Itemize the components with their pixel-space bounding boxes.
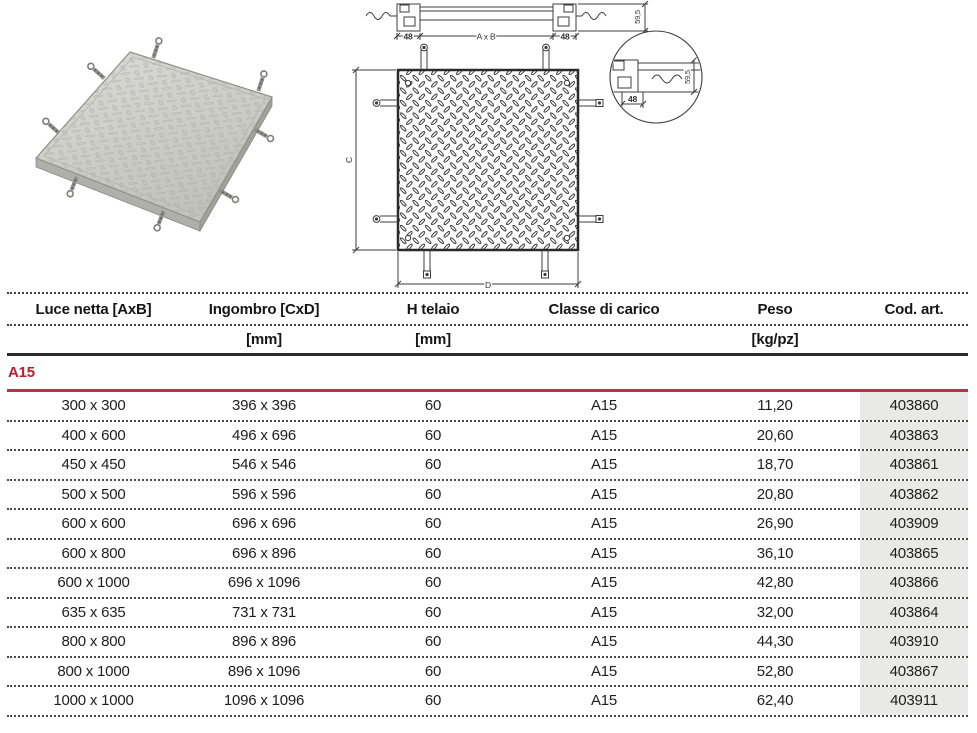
- header-h-telaio: H telaio: [406, 300, 460, 318]
- table-row: [7, 451, 968, 481]
- h-telaio-value: 60: [424, 544, 442, 562]
- ingombro-value: 496 x 696: [231, 426, 297, 444]
- plan-view: [352, 44, 603, 288]
- detail-dim-width: 48: [627, 94, 638, 104]
- ingombro-value: 546 x 546: [231, 456, 297, 474]
- classe-carico-value: A15: [590, 662, 618, 680]
- luce-netta-value: 800 x 800: [61, 633, 126, 651]
- cod-art-value: 403910: [860, 628, 968, 656]
- h-telaio-value: 60: [424, 692, 442, 710]
- h-telaio-value: 60: [424, 426, 442, 444]
- iso-handle: [150, 37, 162, 59]
- peso-value: 18,70: [756, 456, 794, 474]
- ingombro-value: 396 x 396: [231, 397, 297, 415]
- classe-carico-value: A15: [590, 633, 618, 651]
- table-row: [7, 510, 968, 540]
- ingombro-value: 596 x 596: [231, 485, 297, 503]
- luce-netta-value: 600 x 1000: [57, 574, 130, 592]
- plan-handle-top: [421, 44, 550, 70]
- table-row: [7, 599, 968, 629]
- peso-value: 52,80: [756, 662, 794, 680]
- cod-art-value: 403866: [860, 569, 968, 597]
- section-dim-right: 48: [560, 31, 570, 42]
- peso-value: 42,80: [756, 574, 794, 592]
- subheader-cod-art: [860, 326, 968, 353]
- ingombro-value: 896 x 896: [231, 633, 297, 651]
- peso-value: 32,00: [756, 603, 794, 621]
- header-ingombro: Ingombro [CxD]: [208, 300, 320, 318]
- plan-handle-left: [373, 100, 398, 223]
- iso-handle: [218, 188, 239, 204]
- subheader-luce-netta: [7, 326, 180, 353]
- peso-value: 62,40: [756, 692, 794, 710]
- header-luce-netta: Luce netta [AxB]: [35, 300, 152, 318]
- h-telaio-value: 60: [424, 485, 442, 503]
- section-dim-height: 59,5: [633, 10, 642, 24]
- luce-netta-value: 1000 x 1000: [53, 692, 134, 710]
- luce-netta-value: 600 x 800: [61, 544, 126, 562]
- iso-handle: [87, 62, 107, 81]
- plan-dim-height: C: [344, 157, 354, 163]
- luce-netta-value: 800 x 1000: [57, 662, 130, 680]
- table-row: [7, 392, 968, 422]
- peso-value: 26,90: [756, 515, 794, 533]
- ingombro-value: 731 x 731: [231, 603, 297, 621]
- peso-value: 20,80: [756, 485, 794, 503]
- iso-handle: [255, 70, 267, 92]
- technical-drawings: [0, 0, 977, 292]
- section-dim-span: A x B: [476, 31, 496, 42]
- table-row: [7, 569, 968, 599]
- detail-dim-height: 59,5: [683, 70, 692, 84]
- subheader-classe: [518, 326, 690, 353]
- cod-art-value: 403860: [860, 392, 968, 420]
- subheader-h-telaio-unit: [mm]: [415, 331, 451, 348]
- header-peso: Peso: [757, 300, 793, 318]
- table-row: [7, 422, 968, 452]
- h-telaio-value: 60: [424, 456, 442, 474]
- peso-value: 36,10: [756, 544, 794, 562]
- ingombro-value: 1096 x 1096: [223, 692, 305, 710]
- classe-carico-value: A15: [590, 603, 618, 621]
- ingombro-value: 896 x 1096: [227, 662, 301, 680]
- ingombro-value: 696 x 696: [231, 515, 297, 533]
- classe-carico-value: A15: [590, 485, 618, 503]
- subheader-peso-unit: [kg/pz]: [751, 331, 799, 348]
- classe-carico-value: A15: [590, 692, 618, 710]
- luce-netta-value: 600 x 600: [61, 515, 126, 533]
- ingombro-value: 696 x 896: [231, 544, 297, 562]
- load-class-label: A15: [8, 364, 35, 381]
- classe-carico-value: A15: [590, 515, 618, 533]
- subheader-ingombro-unit: [mm]: [246, 331, 282, 348]
- h-telaio-value: 60: [424, 397, 442, 415]
- load-class-row: [7, 356, 968, 392]
- luce-netta-value: 635 x 635: [61, 603, 126, 621]
- plan-dim-width: D: [485, 280, 491, 290]
- cod-art-value: 403861: [860, 451, 968, 479]
- isometric-view: [36, 37, 275, 231]
- cod-art-value: 403867: [860, 658, 968, 686]
- ingombro-value: 696 x 1096: [227, 574, 301, 592]
- classe-carico-value: A15: [590, 397, 618, 415]
- table-row: [7, 481, 968, 511]
- header-cod-art: Cod. art.: [884, 300, 944, 318]
- table-subheader-row: [7, 326, 968, 356]
- peso-value: 20,60: [756, 426, 794, 444]
- cod-art-value: 403863: [860, 422, 968, 450]
- table-row: [7, 687, 968, 717]
- luce-netta-value: 450 x 450: [61, 456, 126, 474]
- cod-art-value: 403864: [860, 599, 968, 627]
- h-telaio-value: 60: [424, 515, 442, 533]
- h-telaio-value: 60: [424, 603, 442, 621]
- table-row: [7, 658, 968, 688]
- luce-netta-value: 400 x 600: [61, 426, 126, 444]
- h-telaio-value: 60: [424, 662, 442, 680]
- plan-handle-bottom: [424, 250, 549, 278]
- h-telaio-value: 60: [424, 574, 442, 592]
- plan-handle-right: [578, 100, 603, 223]
- classe-carico-value: A15: [590, 544, 618, 562]
- table-row: [7, 628, 968, 658]
- header-classe-carico: Classe di carico: [548, 300, 660, 318]
- classe-carico-value: A15: [590, 456, 618, 474]
- section-dim-left: 48: [403, 31, 413, 42]
- cod-art-value: 403911: [860, 687, 968, 715]
- peso-value: 11,20: [757, 397, 793, 415]
- table-body: [7, 392, 968, 717]
- peso-value: 44,30: [756, 633, 794, 651]
- classe-carico-value: A15: [590, 574, 618, 592]
- luce-netta-value: 500 x 500: [61, 485, 126, 503]
- table-row: [7, 540, 968, 570]
- product-table: [7, 292, 968, 717]
- cod-art-value: 403865: [860, 540, 968, 568]
- luce-netta-value: 300 x 300: [61, 397, 126, 415]
- cod-art-value: 403862: [860, 481, 968, 509]
- classe-carico-value: A15: [590, 426, 618, 444]
- cod-art-value: 403909: [860, 510, 968, 538]
- iso-handle: [253, 127, 274, 143]
- table-header-row: [7, 292, 968, 326]
- h-telaio-value: 60: [424, 633, 442, 651]
- drawings-svg: [0, 0, 977, 292]
